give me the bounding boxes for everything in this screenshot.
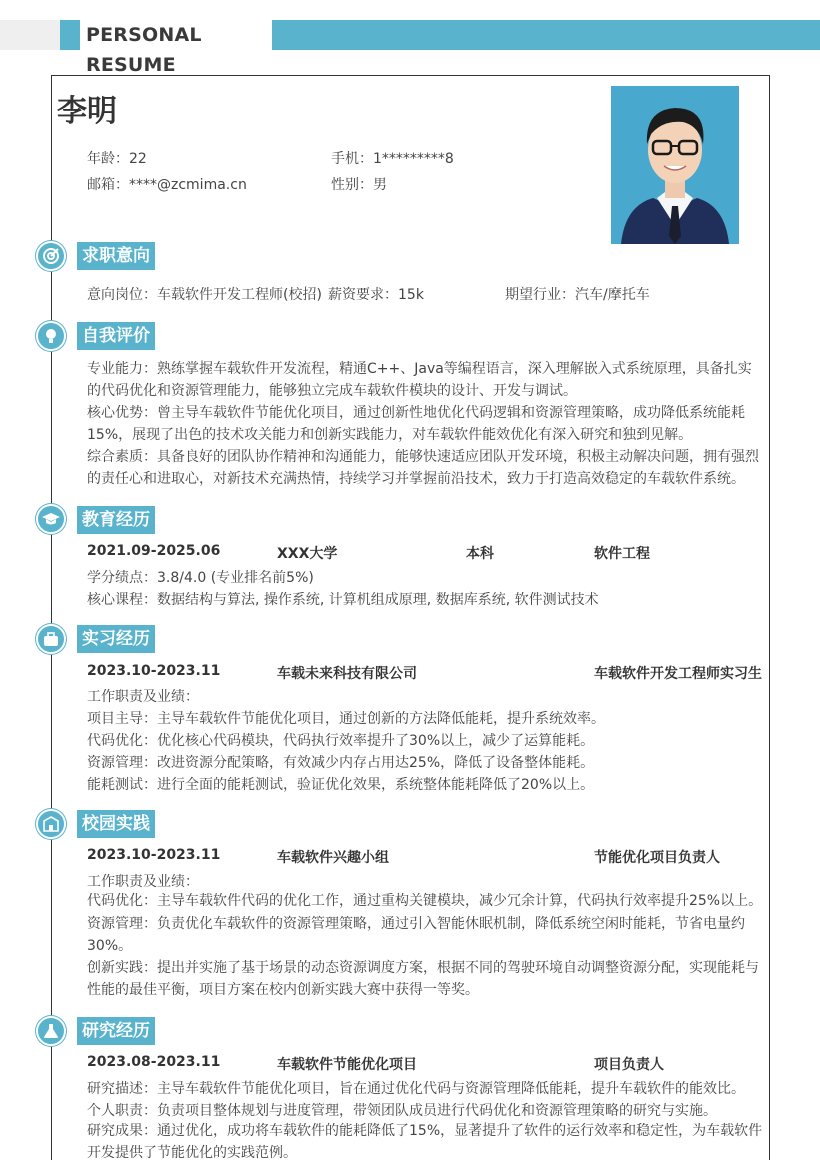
research-item: 研究描述：主导车载软件节能优化项目，旨在通过优化代码与资源管理降低能耗，提升车载软件的能效比。 <box>87 1081 745 1097</box>
section-title-edu: 教育经历 <box>77 506 155 534</box>
research-item: 研究成果：通过优化，成功将车载软件的能耗降低了15%，显著提升了软件的运行效率和稳定性，为车载软件开发提供了节能优化的实践范例。 <box>87 1123 763 1160</box>
intent-position-label: 意向岗位： <box>87 287 157 303</box>
person-name: 李明 <box>57 94 117 129</box>
section-title-intent: 求职意向 <box>77 242 155 270</box>
intern-date: 2023.10-2023.11 <box>87 663 221 679</box>
intent-salary-value: 15k <box>398 287 424 303</box>
graduation-cap-icon <box>36 504 66 534</box>
age-value: 22 <box>129 151 147 167</box>
phone-value: 1*********8 <box>373 151 454 167</box>
resume-title: PERSONAL RESUME <box>80 20 272 50</box>
intern-line: 工作职责及业绩： <box>87 689 199 705</box>
intent-industry-label: 期望行业： <box>505 287 575 303</box>
intern-line: 代码优化：优化核心代码模块，代码执行效率提升了30%以上，减少了运算能耗。 <box>87 733 595 749</box>
flask-icon <box>36 1016 66 1046</box>
intern-line: 资源管理：改进资源分配策略，有效减少内存占用达25%，降低了设备整体能耗。 <box>87 755 595 771</box>
edu-date: 2021.09-2025.06 <box>87 543 221 559</box>
phone-info <box>331 148 454 168</box>
header-band-left <box>0 20 60 50</box>
campus-date: 2023.10-2023.11 <box>87 847 221 863</box>
self-item: 核心优势：曾主导车载软件节能优化项目，通过创新性地优化代码逻辑和资源管理策略，成功降低系统能耗15%，展现了出色的技术攻关能力和创新实践能力，对车载软件能效优化有深入研究和独到见解。 <box>87 405 745 443</box>
age-label: 年龄： <box>87 151 129 167</box>
portrait-illustration <box>611 86 739 244</box>
target-icon <box>36 241 66 271</box>
header-band-accent <box>60 20 80 50</box>
campus-item: 资源管理：负责优化车载软件的资源管理策略，通过引入智能休眠机制，降低系统空闲时能耗，节省电量约30%。 <box>87 916 745 954</box>
campus-role: 节能优化项目负责人 <box>594 850 720 866</box>
campus-item: 代码优化：主导车载软件代码的优化工作，通过重构关键模块，减少冗余计算，代码执行效率提升25%以上。 <box>87 893 763 909</box>
self-item: 综合素质：具备良好的团队协作精神和沟通能力，能够快速适应团队开发环境，积极主动解决问题，拥有强烈的责任心和进取心，对新技术充满热情，持续学习并掌握前沿技术，致力于打造高效稳定的车载软件系统。 <box>87 449 759 487</box>
gender-value: 男 <box>373 177 387 193</box>
edu-degree: 本科 <box>466 546 494 562</box>
research-date: 2023.08-2023.11 <box>87 1054 221 1070</box>
intern-company: 车载未来科技有限公司 <box>277 666 417 682</box>
lightbulb-icon <box>36 321 66 351</box>
section-title-campus: 校园实践 <box>77 810 155 838</box>
intent-industry <box>505 284 650 304</box>
intern-role: 车载软件开发工程师实习生 <box>594 666 762 682</box>
header-band-right <box>272 20 820 50</box>
research-item: 个人职责：负责项目整体规划与进度管理，带领团队成员进行代码优化和资源管理策略的研究与实施。 <box>87 1103 717 1119</box>
profile-photo <box>611 86 739 244</box>
phone-label: 手机： <box>331 151 373 167</box>
campus-org: 车载软件兴趣小组 <box>277 850 389 866</box>
section-title-self: 自我评价 <box>77 322 155 350</box>
research-project: 车载软件节能优化项目 <box>277 1057 417 1073</box>
intent-position-value: 车载软件开发工程师(校招) <box>157 287 322 303</box>
email-info <box>87 174 247 194</box>
email-label: 邮箱： <box>87 177 129 193</box>
gender-label: 性别： <box>331 177 373 193</box>
edu-major: 软件工程 <box>594 546 650 562</box>
edu-gpa: 学分绩点：3.8/4.0 (专业排名前5%) <box>87 570 314 586</box>
campus-icon <box>36 809 66 839</box>
self-item: 专业能力：熟练掌握车载软件开发流程，精通C++、Java等编程语言，深入理解嵌入式系统原理，具备扎实的代码优化和资源管理能力，能够独立完成车载软件模块的设计、开发与调试。 <box>87 361 752 399</box>
campus-item: 创新实践：提出并实施了基于场景的动态资源调度方案，根据不同的驾驶环境自动调整资源分配，实现能耗与性能的最佳平衡，项目方案在校内创新实践大赛中获得一等奖。 <box>87 960 759 998</box>
edu-school: XXX大学 <box>277 546 338 562</box>
email-value: ****@zcmima.cn <box>129 177 247 193</box>
intent-salary <box>328 284 424 304</box>
intent-position <box>87 284 322 304</box>
intern-line: 项目主导：主导车载软件节能优化项目，通过创新的方法降低能耗，提升系统效率。 <box>87 711 605 727</box>
research-role: 项目负责人 <box>594 1057 664 1073</box>
age-info <box>87 148 147 168</box>
intent-industry-value: 汽车/摩托车 <box>575 287 650 303</box>
campus-head: 工作职责及业绩： <box>87 874 199 890</box>
section-title-intern: 实习经历 <box>77 625 155 653</box>
section-title-research: 研究经历 <box>77 1017 155 1045</box>
briefcase-icon <box>36 624 66 654</box>
edu-courses: 核心课程：数据结构与算法, 操作系统, 计算机组成原理, 数据库系统, 软件测试技术 <box>87 592 599 608</box>
intern-line: 能耗测试：进行全面的能耗测试，验证优化效果，系统整体能耗降低了20%以上。 <box>87 777 595 793</box>
intent-salary-label: 薪资要求： <box>328 287 398 303</box>
gender-info <box>331 174 387 194</box>
